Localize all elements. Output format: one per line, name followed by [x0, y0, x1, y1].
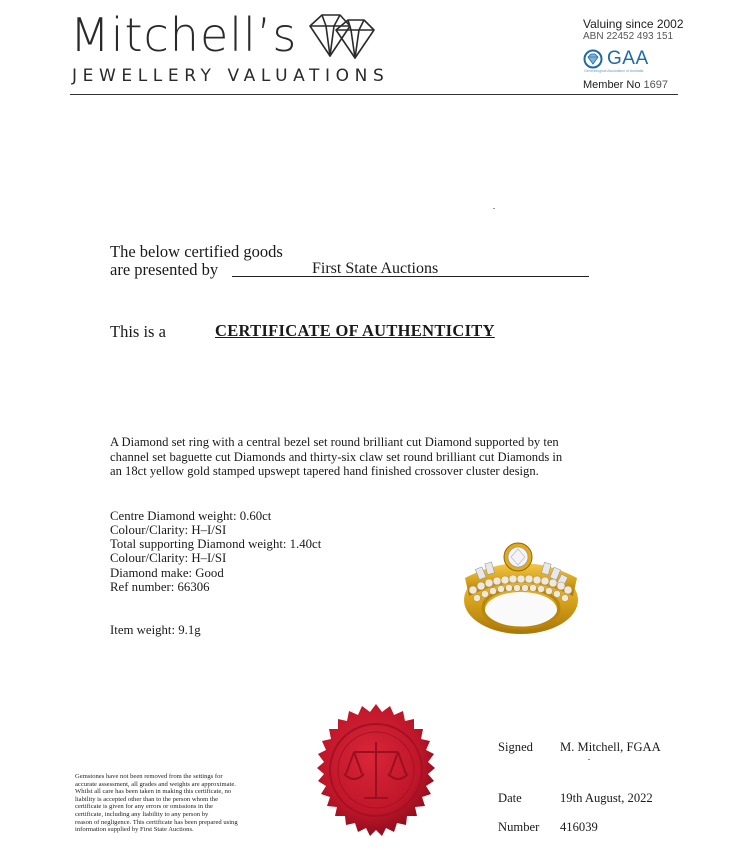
scales-of-justice-seal: [302, 702, 450, 850]
presented-by-label: are presented by: [110, 260, 219, 279]
disclaimer-line: liability is accepted other than to the person whom the: [75, 795, 219, 803]
disclaimer-line: reason of negligence. This certificate has been prepared using: [75, 818, 238, 826]
diamond-icon: [306, 12, 378, 62]
tagline: JEWELLERY VALUATIONS: [72, 66, 390, 86]
disclaimer-line: information supplied by First State Auctions.: [75, 826, 194, 834]
spec-centre-colour-clarity: Colour/Clarity: H–I/SI: [110, 523, 227, 537]
number-label: Number: [498, 820, 540, 834]
disclaimer-line: Whilst all care has been taken in making this certificate, no: [75, 788, 232, 796]
dot: [588, 759, 590, 760]
item-weight: Item weight: 9.1g: [110, 623, 201, 637]
header-divider: [70, 94, 678, 95]
item-description: [110, 435, 610, 479]
description-line: channel set baguette cut Diamonds and thirty-six claw set round brilliant cut Diamonds in: [110, 449, 563, 464]
date-value: 19th August, 2022: [560, 791, 653, 805]
number-value: 416039: [560, 820, 598, 834]
disclaimer: [75, 773, 275, 834]
presenter-name: First State Auctions: [312, 260, 439, 277]
certified-goods-line: The below certified goods: [110, 242, 283, 261]
spec-diamond-make: Diamond make: Good: [110, 566, 224, 580]
member-label: Member No: [583, 79, 641, 91]
description-line: an 18ct yellow gold stamped upswept tapered hand finished crossover cluster design.: [110, 464, 539, 478]
gem-circle-icon: [583, 49, 603, 69]
certificate-title: CERTIFICATE OF AUTHENTICITY: [215, 321, 495, 340]
spec-centre-weight: Centre Diamond weight: 0.60ct: [110, 509, 272, 523]
spec-supporting-colour-clarity: Colour/Clarity: H–I/SI: [110, 551, 227, 565]
speck: [493, 208, 495, 209]
gaa-logo-text: GAA: [607, 48, 649, 69]
gaa-subtitle: Gemmological Association of Australia: [584, 69, 644, 73]
brand-name: Mitchell’s: [70, 8, 298, 62]
member-number: [583, 79, 668, 91]
member-value: 1697: [643, 79, 669, 91]
disclaimer-line: certificate is given for any errors or omissions in the: [75, 803, 213, 811]
disclaimer-line: certificate, including any liability to any person by: [75, 810, 209, 818]
valuing-since: Valuing since 2002: [583, 17, 684, 31]
date-label: Date: [498, 791, 522, 805]
signed-value: M. Mitchell, FGAA: [560, 740, 661, 754]
diamond-ring-photo: [455, 530, 585, 640]
disclaimer-line: accurate assessment, all grades and weights are approximate.: [75, 780, 236, 788]
spec-ref-number: Ref number: 66306: [110, 580, 210, 594]
description-line: A Diamond set ring with a central bezel set round brilliant cut Diamond supported by ten: [110, 435, 559, 449]
spec-supporting-weight: Total supporting Diamond weight: 1.40ct: [110, 537, 322, 551]
certificate-prefix: This is a: [110, 322, 166, 341]
signed-label: Signed: [498, 740, 533, 754]
abn-number: ABN 22452 493 151: [583, 31, 674, 42]
disclaimer-line: Gemstones have not been removed from the settings for: [75, 773, 223, 780]
